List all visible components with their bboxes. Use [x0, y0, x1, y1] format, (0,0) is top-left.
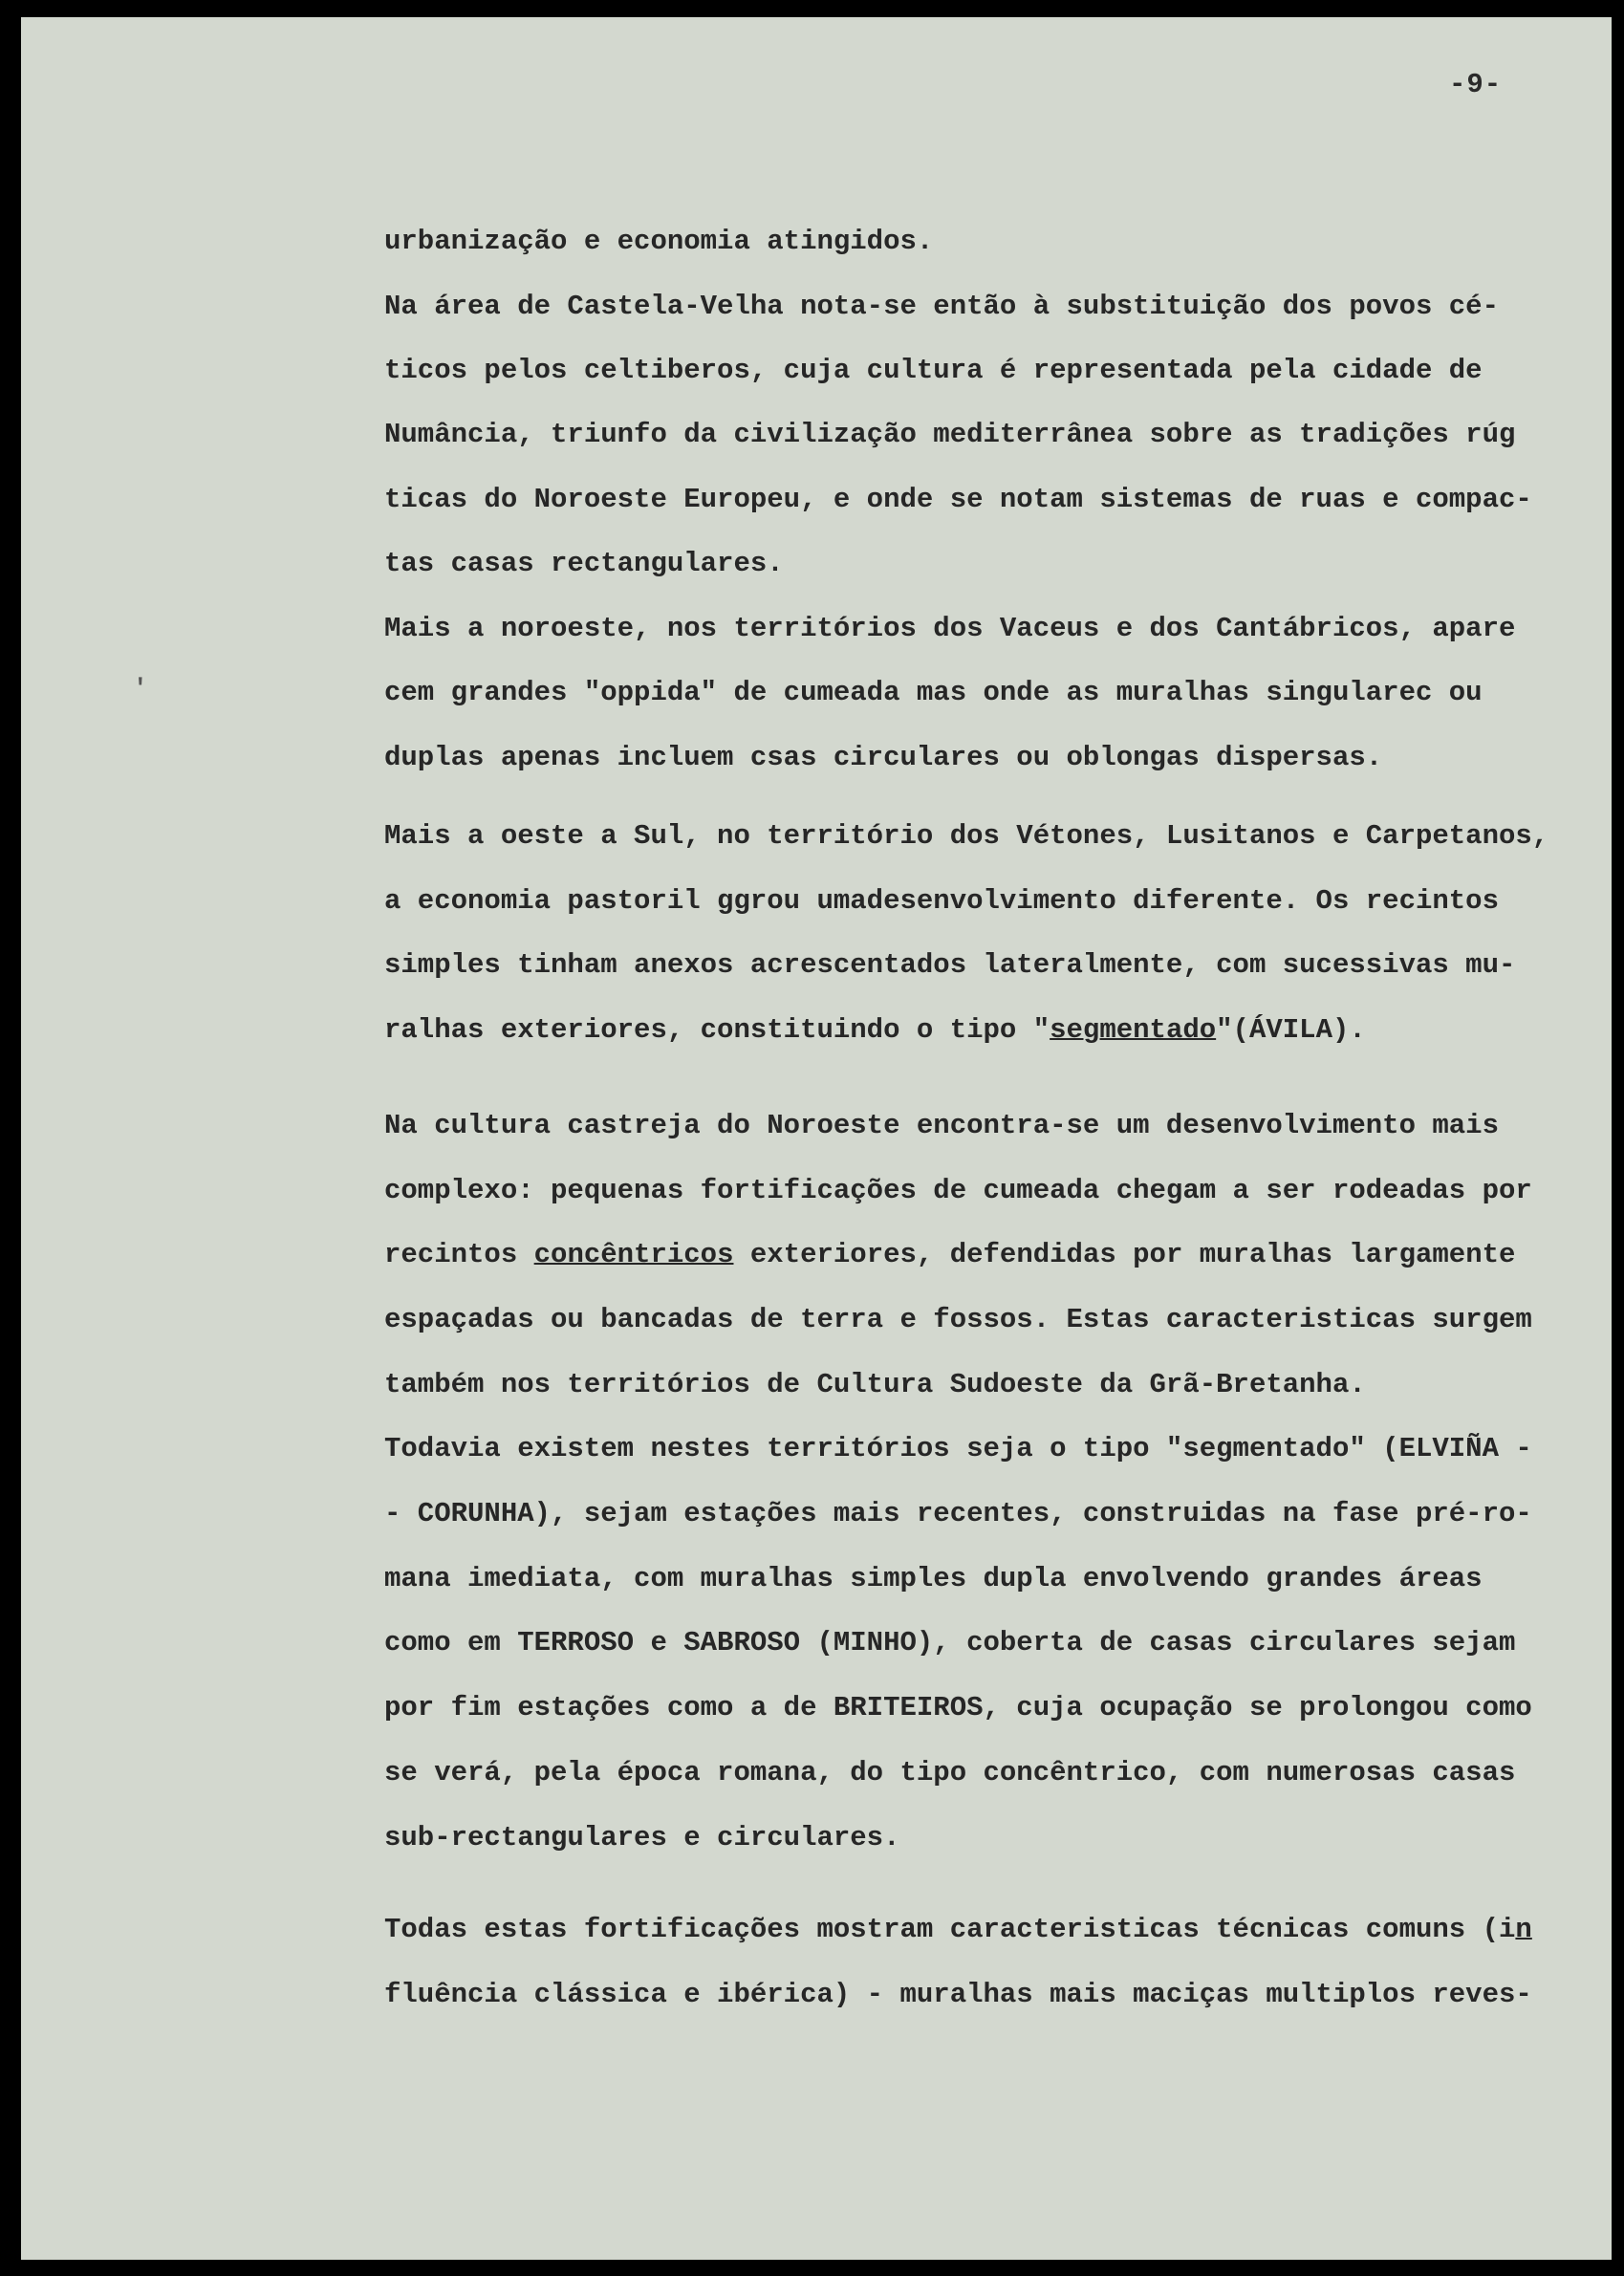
- text-line: tas casas rectangulares.: [384, 548, 784, 579]
- text-line: ticas do Noroeste Europeu, e onde se notam sistemas de ruas e compac-: [384, 484, 1532, 515]
- text-line: complexo: pequenas fortificações de cumeada chegam a ser rodeadas por: [384, 1175, 1532, 1206]
- text-line: espaçadas ou bancadas de terra e fossos. Estas caracteristicas surgem: [384, 1304, 1532, 1335]
- text-segment: ralhas exteriores, constituindo o tipo ": [384, 1014, 1050, 1046]
- text-line: ticos pelos celtiberos, cuja cultura é representada pela cidade de: [384, 355, 1483, 386]
- text-line: Mais a oeste a Sul, no território dos Vétones, Lusitanos e Carpetanos,: [384, 820, 1549, 852]
- underlined-word: concêntricos: [533, 1239, 734, 1270]
- text-line: fluência clássica e ibérica) - muralhas mais maciças multiplos reves-: [384, 1979, 1532, 2010]
- text-line: Numância, triunfo da civilização mediterrânea sobre as tradições rúg: [384, 419, 1516, 450]
- text-line: Mais a noroeste, nos territórios dos Vaceus e dos Cantábricos, apare: [384, 613, 1516, 644]
- text-line: como em TERROSO e SABROSO (MINHO), coberta de casas circulares sejam: [384, 1627, 1516, 1658]
- text-line: também nos territórios de Cultura Sudoeste da Grã-Bretanha.: [384, 1369, 1366, 1400]
- text-line: Todavia existem nestes territórios seja o tipo "segmentado" (ELVIÑA -: [384, 1433, 1532, 1464]
- text-line: [384, 1016, 1366, 1044]
- text-line: Na cultura castreja do Noroeste encontra-se um desenvolvimento mais: [384, 1110, 1499, 1141]
- text-line: simples tinham anexos acrescentados lateralmente, com sucessivas mu-: [384, 949, 1516, 981]
- page-number: -9-: [1449, 69, 1503, 100]
- text-segment: Todas estas fortificações mostram caracteristicas técnicas comuns (i: [384, 1914, 1516, 1945]
- text-line: duplas apenas incluem csas circulares ou oblongas dispersas.: [384, 742, 1383, 773]
- margin-mark: ': [133, 674, 148, 703]
- text-line: mana imediata, com muralhas simples dupla envolvendo grandes áreas: [384, 1563, 1483, 1594]
- text-line: por fim estações como a de BRITEIROS, cuja ocupação se prolongou como: [384, 1692, 1532, 1723]
- text-line: [384, 1241, 1515, 1268]
- text-segment: exteriores, defendidas por muralhas largamente: [733, 1239, 1516, 1270]
- text-line: se verá, pela época romana, do tipo concêntrico, com numerosas casas: [384, 1757, 1516, 1788]
- underlined-word: n: [1515, 1914, 1532, 1945]
- text-line: cem grandes "oppida" de cumeada mas onde as muralhas singularec ou: [384, 677, 1483, 708]
- text-segment: "(ÁVILA).: [1216, 1014, 1366, 1046]
- underlined-word: segmentado: [1050, 1014, 1217, 1046]
- text-line: a economia pastoril ggrou umadesenvolvimento diferente. Os recintos: [384, 885, 1499, 917]
- text-line: sub-rectangulares e circulares.: [384, 1822, 900, 1853]
- text-line: [384, 1916, 1532, 1943]
- text-line: - CORUNHA), sejam estações mais recentes, construidas na fase pré-ro-: [384, 1498, 1532, 1529]
- text-line: urbanização e economia atingidos.: [384, 226, 934, 257]
- text-line: Na área de Castela-Velha nota-se então à substituição dos povos cé-: [384, 291, 1499, 322]
- text-segment: recintos: [384, 1239, 534, 1270]
